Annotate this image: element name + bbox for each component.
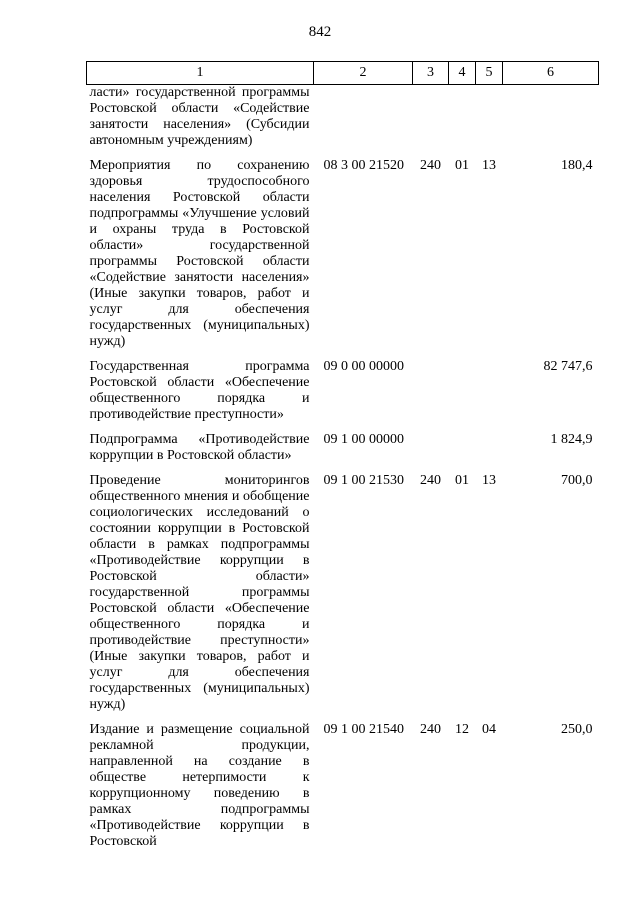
row-vr (413, 359, 449, 423)
row-vr (413, 432, 449, 464)
row-description: Проведение мониторингов общественного мнения и обобщение социологических исследований о состоянии коррупции в Ростовской области в рамках подпрограммы «Противодействие коррупции в Ростовской области» государственной программы Ростовской области «Обеспечение общественного порядка и противодействие преступности» (Иные закупки товаров, работ и услуг для обеспечения государственных (муниципальных) нужд) (89, 473, 310, 712)
row-description: ласти» государственной программы Ростовской области «Содействие занятости населения» (Субсидии автономным учреждениям) (89, 85, 310, 148)
row-rz (449, 432, 476, 464)
row-code: 09 0 00 00000 (323, 359, 404, 374)
row-amount (503, 85, 599, 150)
row-rz: 01 (455, 158, 469, 173)
row-pr (476, 432, 503, 464)
table-row (87, 473, 599, 713)
row-code: 09 1 00 21530 (323, 473, 404, 488)
column-header: 6 (503, 62, 599, 85)
row-rz: 12 (455, 722, 469, 737)
row-vr (413, 85, 449, 150)
row-rz: 01 (455, 473, 469, 488)
column-header: 5 (476, 62, 503, 85)
row-amount: 700,0 (561, 473, 593, 488)
row-amount: 180,4 (561, 158, 593, 173)
column-header: 4 (449, 62, 476, 85)
column-header: 2 (314, 62, 413, 85)
row-code (314, 85, 413, 150)
row-vr: 240 (420, 473, 441, 488)
row-rz (449, 359, 476, 423)
table-row (87, 359, 599, 423)
budget-table (86, 61, 599, 850)
row-pr: 04 (482, 722, 496, 737)
table-row (87, 432, 599, 464)
row-pr (476, 85, 503, 150)
column-header: 3 (413, 62, 449, 85)
row-vr: 240 (420, 158, 441, 173)
page-number: 842 (308, 24, 332, 40)
row-amount: 250,0 (561, 722, 593, 737)
row-pr: 13 (482, 158, 496, 173)
row-amount: 1 824,9 (550, 432, 593, 447)
row-pr: 13 (482, 473, 496, 488)
column-header: 1 (87, 62, 314, 85)
table-row (87, 158, 599, 350)
row-description: Подпрограмма «Противодействие коррупции в Ростовской области» (89, 432, 310, 463)
row-description: Издание и размещение социальной рекламной продукции, направленной на создание в обществе нетерпимости к коррупционному поведению в рамках подпрограммы «Противодействие коррупции в Ростовской (89, 722, 310, 849)
row-code: 08 3 00 21520 (323, 158, 404, 173)
row-vr: 240 (420, 722, 441, 737)
row-code: 09 1 00 00000 (323, 432, 404, 447)
row-pr (476, 359, 503, 423)
row-description: Государственная программа Ростовской области «Обеспечение общественного порядка и противодействие преступности» (89, 359, 310, 422)
table-row (87, 722, 599, 850)
row-code: 09 1 00 21540 (323, 722, 404, 737)
row-description: Мероприятия по сохранению здоровья трудоспособного населения Ростовской области подпрограммы «Улучшение условий и охраны труда в Ростовской области» государственной программы Ростовской области «Содействие занятости населения» (Иные закупки товаров, работ и услуг для обеспечения государственных (муниципальных) нужд) (89, 158, 310, 349)
table-row (87, 85, 599, 150)
table-header-row (87, 62, 599, 85)
row-amount: 82 747,6 (543, 359, 593, 374)
row-rz (449, 85, 476, 150)
